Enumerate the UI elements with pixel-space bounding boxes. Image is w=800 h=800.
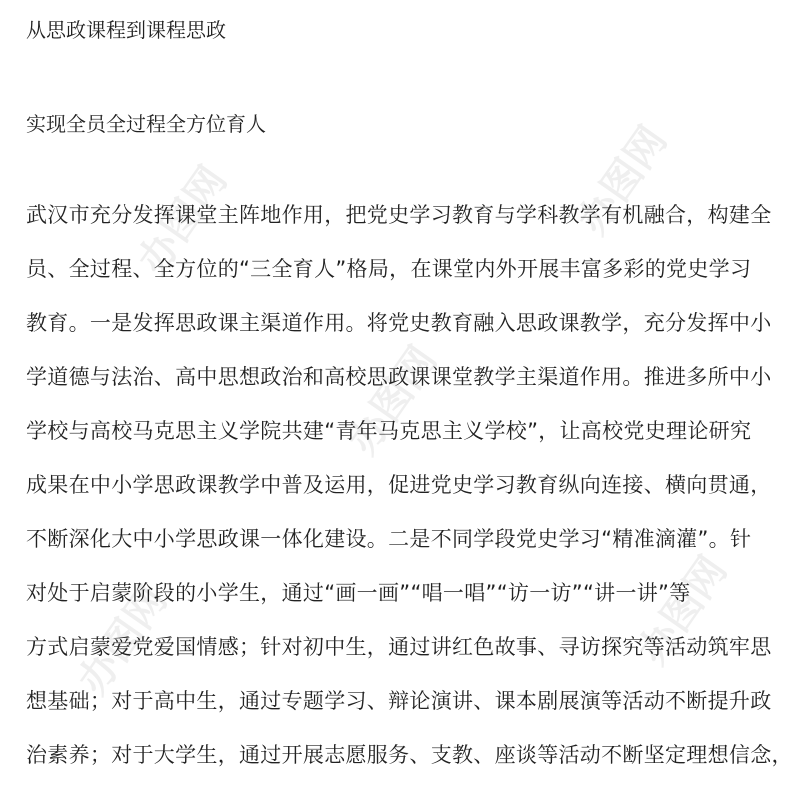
paragraph-line: 成果在中小学思政课教学中普及运用，促进党史学习教育纵向连接、横向贯通，	[26, 473, 772, 497]
paragraph-line: 想基础；对于高中生，通过专题学习、辩论演讲、课本剧展演等活动不断提升政	[26, 689, 772, 713]
paragraph-line: 教育。一是发挥思政课主渠道作用。将党史教育融入思政课教学，充分发挥中小	[26, 311, 772, 335]
paragraph-line: 对处于启蒙阶段的小学生，通过“画一画”“唱一唱”“访一访”“讲一讲”等	[26, 581, 691, 605]
paragraph-line: 方式启蒙爱党爱国情感；针对初中生，通过讲红色故事、寻访探究等活动筑牢思	[26, 635, 772, 659]
document-title: 从思政课程到课程思政	[26, 18, 226, 42]
watermark-2: 办图网	[569, 118, 677, 243]
paragraph-line: 武汉市充分发挥课堂主阵地作用，把党史学习教育与学科教学有机融合，构建全	[26, 203, 772, 227]
paragraph-line: 学校与高校马克思主义学院共建“青年马克思主义学校”，让高校党史理论研究	[26, 419, 752, 443]
paragraph-line: 学道德与法治、高中思想政治和高校思政课课堂教学主渠道作用。推进多所中小	[26, 365, 772, 389]
paragraph-line: 治素养；对于大学生，通过开展志愿服务、支教、座谈等活动不断坚定理想信念，	[26, 743, 793, 767]
paragraph-line: 不断深化大中小学思政课一体化建设。二是不同学段党史学习“精准滴灌”。针	[26, 527, 752, 551]
watermark-4: 办图网	[69, 578, 177, 703]
watermark-5: 办图网	[629, 548, 737, 673]
document-subtitle: 实现全员全过程全方位育人	[26, 112, 266, 136]
watermark-3: 办图网	[339, 338, 447, 463]
paragraph-line: 员、全过程、全方位的“三全育人”格局，在课堂内外开展丰富多彩的党史学习	[26, 257, 752, 281]
watermark-1: 办图网	[129, 158, 237, 283]
